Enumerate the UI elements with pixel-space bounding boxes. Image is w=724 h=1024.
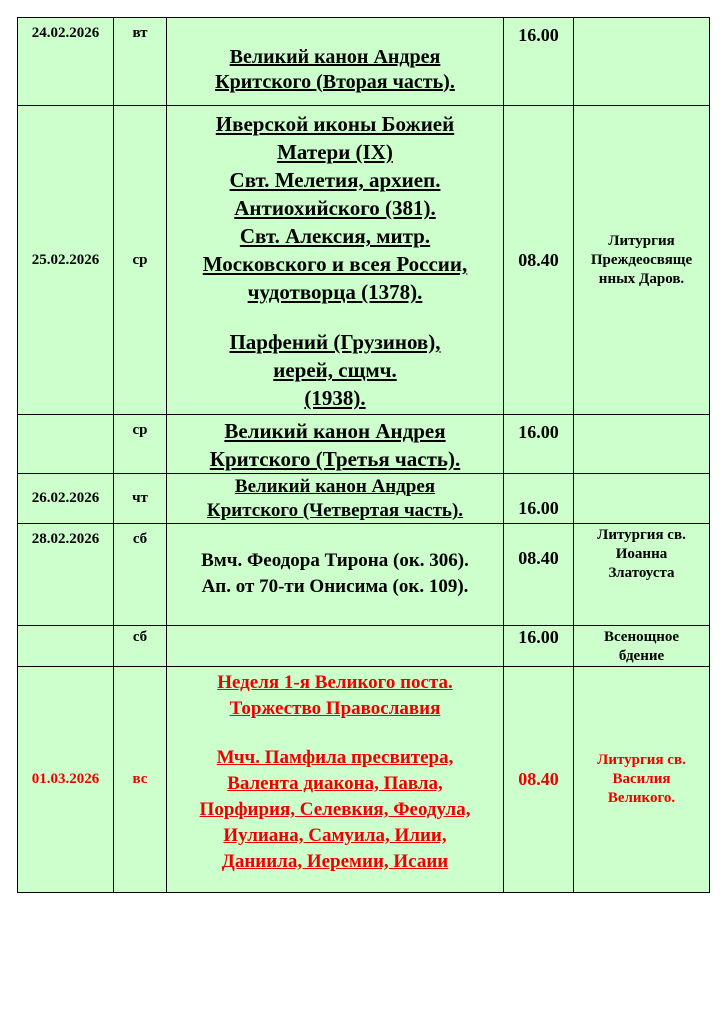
feast-line: Ап. от 70-ти Онисима (ок. 109). xyxy=(201,576,469,597)
time-cell: 08.40 xyxy=(504,524,574,626)
feast-line: Мчч. Памфила пресвитера, xyxy=(216,747,454,768)
spacer xyxy=(167,722,503,745)
date-cell: 28.02.2026 xyxy=(18,524,114,626)
table-row xyxy=(18,415,710,474)
time-cell: 16.00 xyxy=(504,474,574,524)
feast-line: (1938). xyxy=(304,386,366,410)
schedule-table xyxy=(17,17,710,893)
service-line: Преждеосвяще xyxy=(590,251,693,268)
service-cell xyxy=(574,415,710,474)
feast-line: Порфирия, Селевкия, Феодула, xyxy=(199,799,471,820)
table-row xyxy=(18,524,710,626)
table-row xyxy=(18,18,710,106)
weekday-cell: сб xyxy=(114,524,167,626)
feast-line: Великий канон Андрея xyxy=(224,419,446,443)
feast-line: Неделя 1-я Великого поста. xyxy=(217,672,453,693)
feast-line: Иверской иконы Божией xyxy=(215,112,455,136)
feast-line: Свт. Мелетия, архиеп. xyxy=(229,168,441,192)
feast-line: Великий канон Андрея xyxy=(229,45,441,68)
feast-cell xyxy=(167,667,504,893)
feast-line: иерей, сщмч. xyxy=(273,358,397,382)
weekday-cell: чт xyxy=(114,474,167,524)
service-cell xyxy=(574,106,710,415)
time-cell: 16.00 xyxy=(504,626,574,667)
feast-cell xyxy=(167,524,504,626)
feast-line: Критского (Третья часть). xyxy=(209,447,461,471)
service-line: Литургия св. xyxy=(597,527,686,543)
feast-line: Московского и всея России, xyxy=(202,252,468,276)
service-cell xyxy=(574,667,710,893)
service-line: Всенощное xyxy=(603,629,680,645)
feast-line: Торжество Православия xyxy=(229,698,441,719)
service-line: Златоуста xyxy=(608,565,675,581)
table-row xyxy=(18,667,710,893)
feast-cell xyxy=(167,415,504,474)
feast-line: Свт. Алексия, митр. xyxy=(239,224,431,248)
feast-line: Критского (Четвертая часть). xyxy=(206,500,464,521)
feast-cell xyxy=(167,18,504,106)
feast-line: Валента диакона, Павла, xyxy=(227,773,443,794)
feast-line: Матери (IX) xyxy=(277,140,393,164)
service-line: Литургия св. xyxy=(597,752,686,768)
table-row xyxy=(18,626,710,667)
service-line: Литургия xyxy=(608,232,675,249)
feast-line: Парфений (Грузинов), xyxy=(229,330,441,354)
service-line: бдение xyxy=(618,648,665,664)
table-row xyxy=(18,106,710,415)
date-cell xyxy=(18,415,114,474)
service-cell xyxy=(574,474,710,524)
date-cell xyxy=(18,626,114,667)
feast-cell xyxy=(167,474,504,524)
feast-line: Великий канон Андрея xyxy=(234,476,436,497)
table-row xyxy=(18,474,710,524)
feast-line: Иулиана, Самуила, Илии, xyxy=(223,825,447,846)
weekday-cell: ср xyxy=(114,106,167,415)
date-cell: 26.02.2026 xyxy=(18,474,114,524)
weekday-cell: ср xyxy=(114,415,167,474)
service-cell xyxy=(574,626,710,667)
service-line: Иоанна xyxy=(615,546,668,562)
time-cell: 08.40 xyxy=(504,667,574,893)
feast-line: Критского (Вторая часть). xyxy=(215,70,455,93)
service-line: Василия xyxy=(612,771,671,787)
spacer xyxy=(167,306,503,328)
feast-cell xyxy=(167,626,504,667)
time-cell: 16.00 xyxy=(504,18,574,106)
weekday-cell: вт xyxy=(114,18,167,106)
feast-line: Антиохийского (381). xyxy=(234,196,436,220)
service-line: нных Даров. xyxy=(598,270,685,287)
feast-line: Даниила, Иеремии, Исаии xyxy=(221,851,449,872)
feast-cell xyxy=(167,106,504,415)
weekday-cell: вс xyxy=(114,667,167,893)
date-cell: 24.02.2026 xyxy=(18,18,114,106)
service-line: Великого. xyxy=(607,790,676,806)
time-cell: 16.00 xyxy=(504,415,574,474)
service-cell xyxy=(574,18,710,106)
date-cell: 01.03.2026 xyxy=(18,667,114,893)
feast-line: Вмч. Феодора Тирона (ок. 306). xyxy=(201,550,469,571)
weekday-cell: сб xyxy=(114,626,167,667)
date-cell: 25.02.2026 xyxy=(18,106,114,415)
feast-line: чудотворца (1378). xyxy=(247,280,423,304)
service-cell xyxy=(574,524,710,626)
time-cell: 08.40 xyxy=(504,106,574,415)
